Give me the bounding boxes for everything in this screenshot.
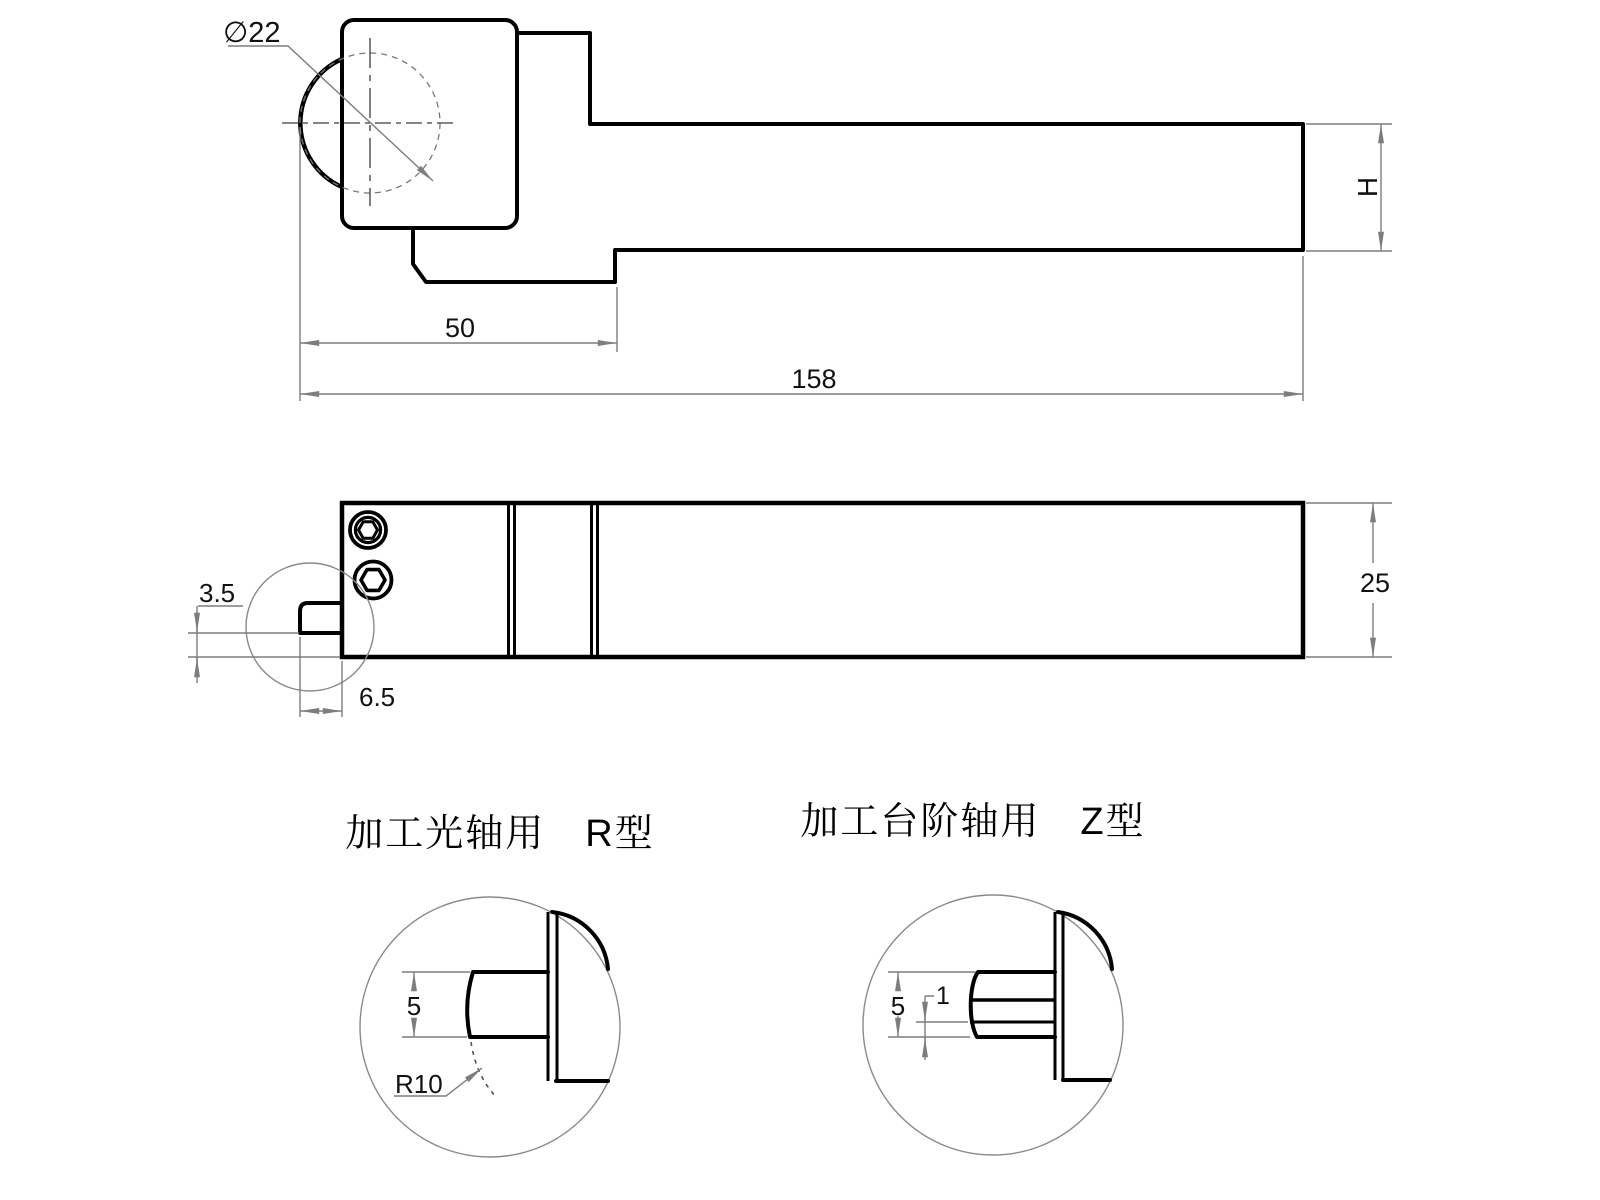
dim-line-step — [925, 996, 934, 1060]
dim-shank-height: H — [1352, 176, 1383, 198]
plan-view — [188, 503, 1392, 717]
insert-tip-outline — [300, 603, 342, 633]
dim-r-tip-height: 5 — [406, 991, 422, 1021]
dim-shank-width: 25 — [1359, 568, 1391, 598]
pocket-edge-lines — [1055, 912, 1063, 1080]
nose-radius-dotted-arc — [471, 1042, 497, 1098]
side-view — [223, 17, 1392, 401]
body-outline — [342, 503, 1303, 657]
dim-z-tip-height: 5 — [890, 991, 906, 1021]
dim-tip-protrusion: 6.5 — [359, 682, 396, 712]
detail-z-caption: 加工台阶轴用 Z型 — [800, 801, 1146, 843]
dim-diameter: ∅22 — [223, 17, 281, 49]
dim-step-width: 1 — [936, 982, 950, 1010]
head-block-outline — [342, 20, 517, 228]
clamp-screw-bottom — [355, 562, 392, 599]
detail-view-z — [800, 801, 1145, 1155]
hex-socket-icon — [361, 570, 385, 591]
seam-lines-1 — [509, 503, 515, 657]
detail-view-r — [345, 813, 654, 1157]
dim-nose-radius: R10 — [395, 1069, 443, 1099]
hex-socket-icon — [359, 522, 378, 538]
clamp-screw-top — [350, 512, 386, 548]
z-insert-outline — [971, 972, 1055, 1037]
clamp-finger-arc — [552, 912, 608, 969]
dim-tip-drop: 3.5 — [199, 578, 236, 608]
r-insert-outline — [467, 972, 548, 1037]
shank-profile — [413, 33, 1303, 282]
detail-r-caption: 加工光轴用 R型 — [345, 813, 655, 855]
seam-lines-2 — [592, 503, 598, 657]
dim-total-length: 158 — [791, 364, 837, 394]
pocket-edge-lines — [548, 912, 557, 1081]
detail-balloon-circle — [246, 563, 374, 691]
dim-head-length: 50 — [444, 313, 476, 343]
detail-circle — [863, 895, 1123, 1155]
detail-circle — [360, 897, 620, 1157]
clamp-finger-arc — [1058, 912, 1112, 969]
